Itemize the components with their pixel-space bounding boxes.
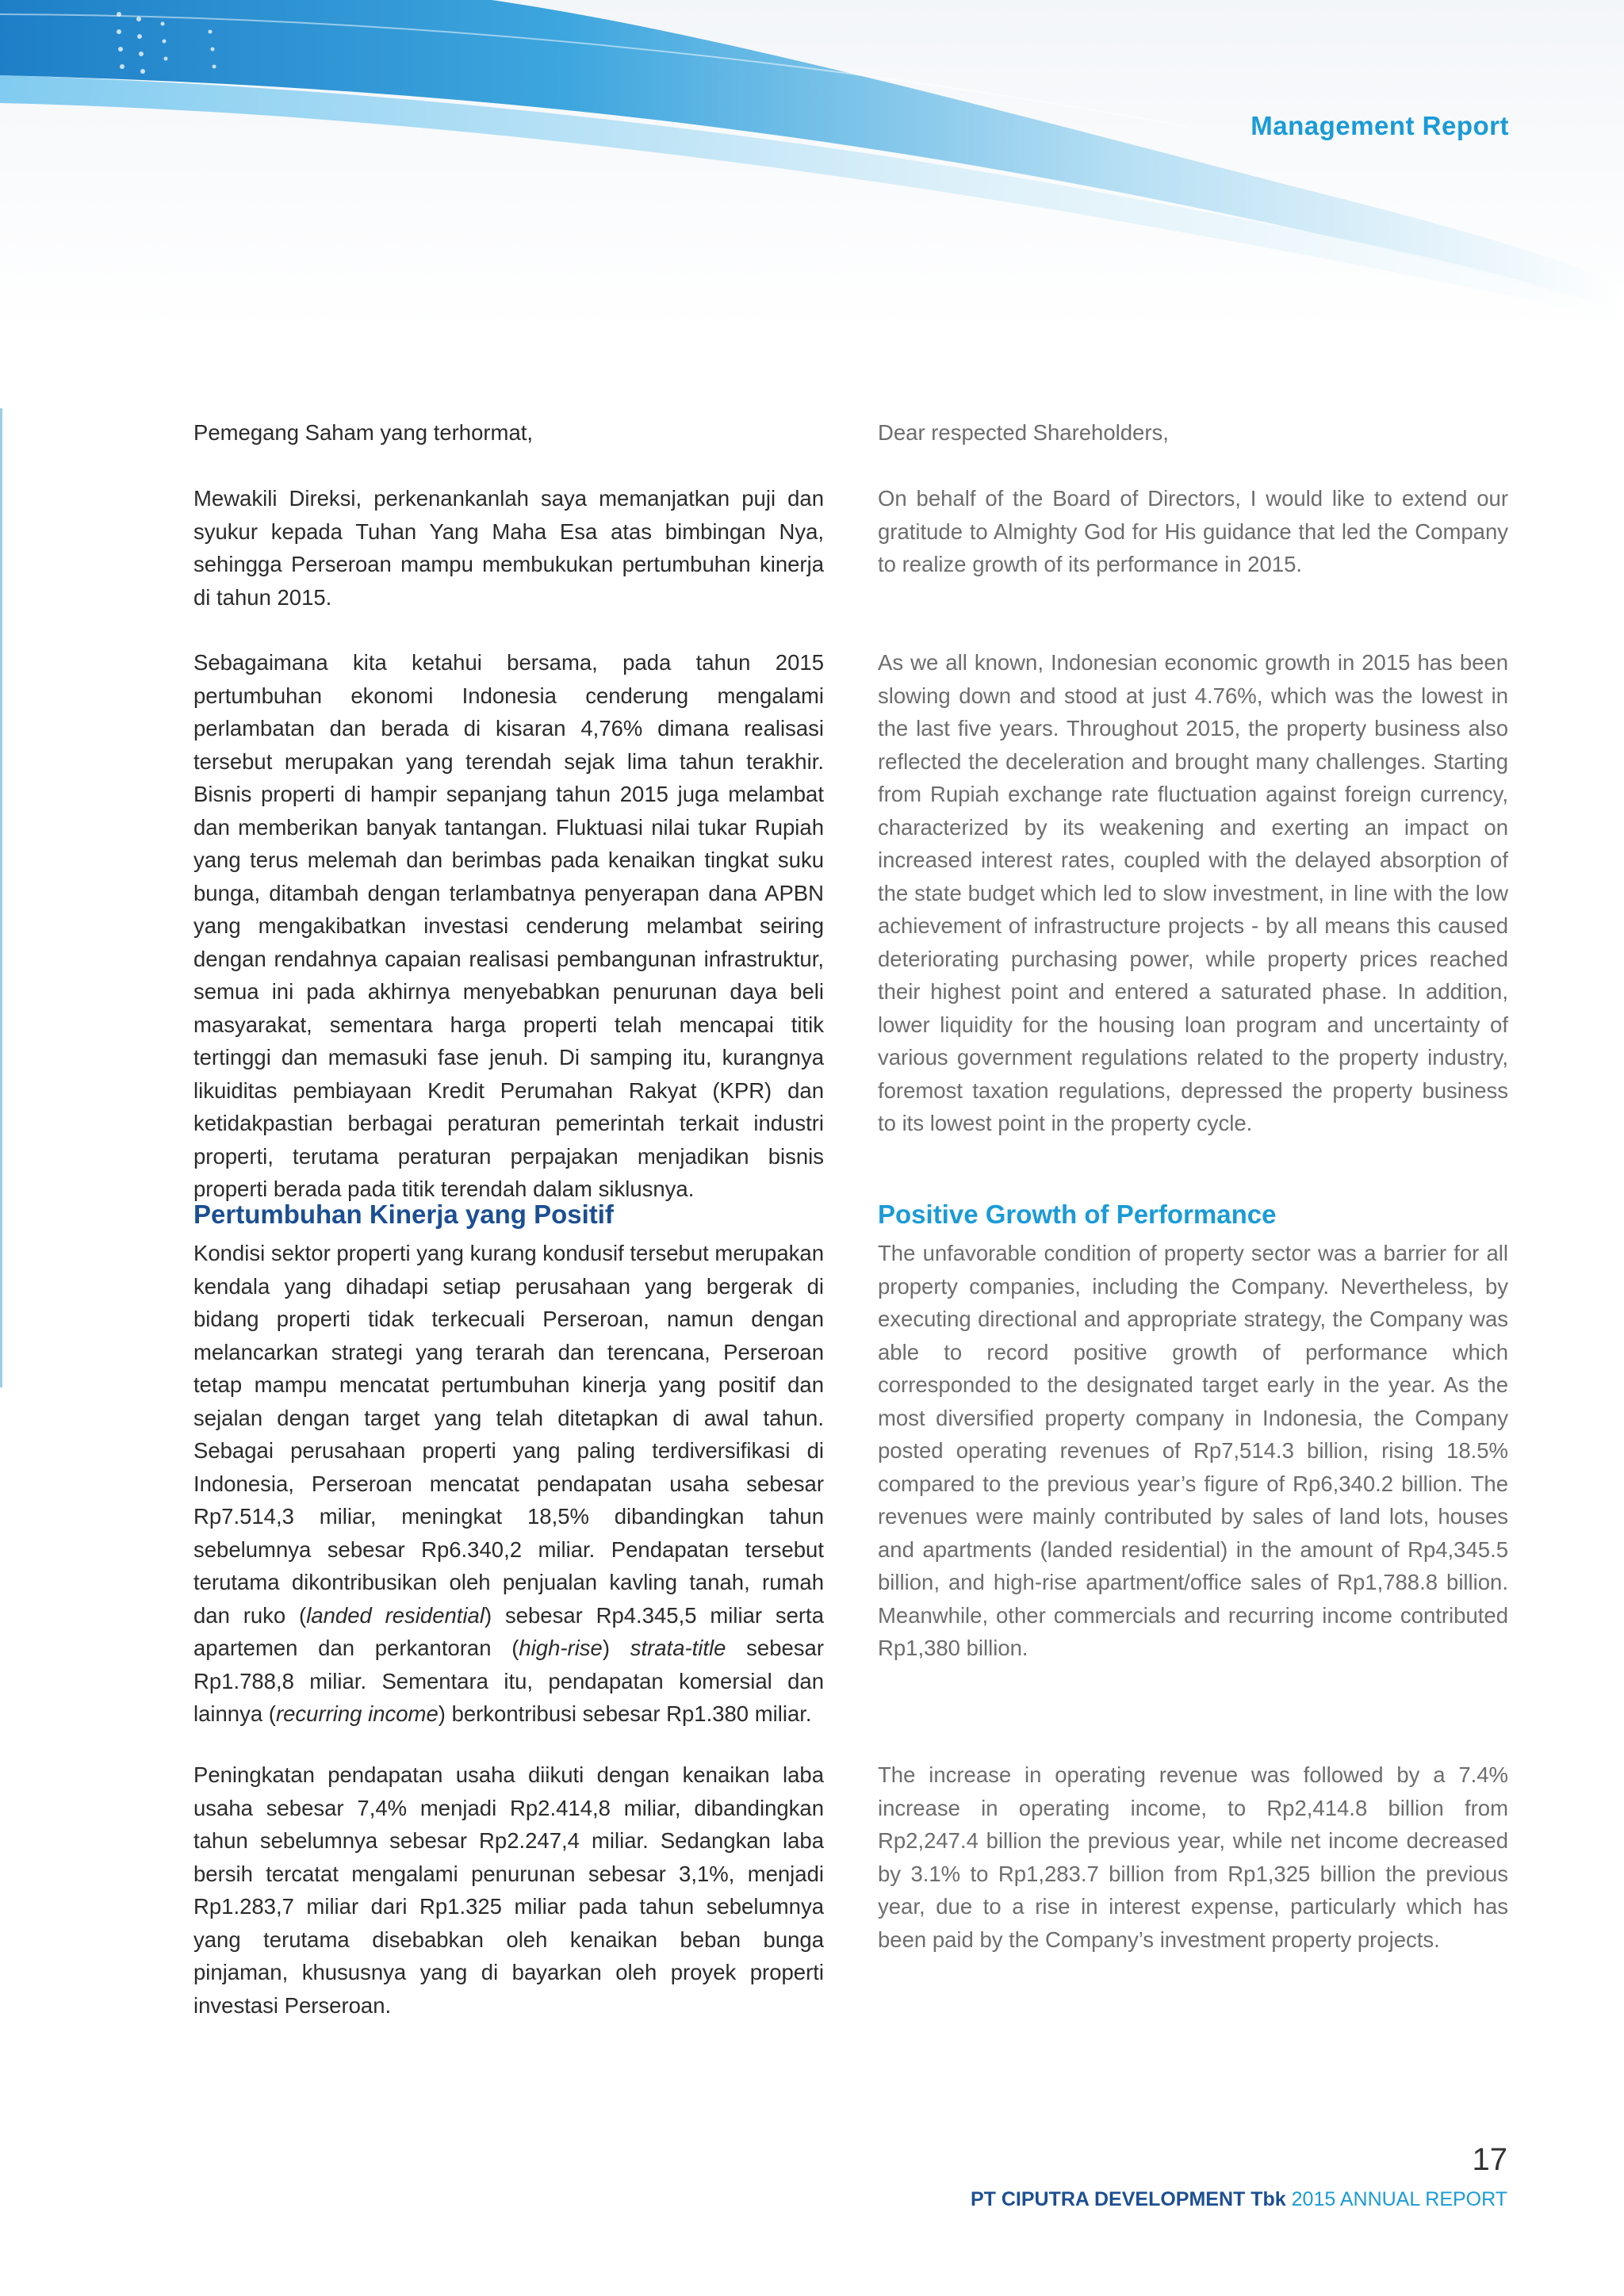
header-swoosh-graphic — [0, 0, 1624, 333]
footer-report-title — [971, 2188, 1507, 2211]
paragraph-1-id: Mewakili Direksi, perkenankanlah saya memanjatkan puji dan syukur kepada Tuhan Yang Maha Esa atas bimbingan Nya, sehingga Perseroan mampu membukukan pertumbuhan kinerja di tahun 2015. — [193, 486, 824, 610]
section-heading-en: Positive Growth of Performance — [878, 1200, 1277, 1229]
footer-company-name: PT CIPUTRA DEVELOPMENT Tbk — [970, 2188, 1286, 2210]
section-title: Management Report — [1251, 111, 1509, 140]
paragraph-2-en: As we all known, Indonesian economic growth in 2015 has been slowing down and stood at just 4.76%, which was the lowest in the last five years. Throughout 2015, the property business also reflected the deceleration and brought many challenges. Starting from Rupiah exchange rate fluctuation against foreign currency, characterized by its weakening and exerting an impact on increased interest rates, coupled with the delayed absorption of the state budget which led to slow investment, in line with the low achievement of infrastructure projects - by all means this caused deteriorating purchasing power, while property prices reached their highest point and entered a saturated phase. In addition, lower liquidity for the housing loan program and uncertainty of various government regulations related to the property industry, foremost taxation regulations, depressed the property business to its lowest point in the property cycle. — [878, 650, 1508, 1135]
paragraph-4-id: Peningkatan pendapatan usaha diikuti dengan kenaikan laba usaha sebesar 7,4% menjadi Rp2.414,8 miliar, dibandingkan tahun sebelumnya sebesar Rp2.247,4 miliar. Sedangkan laba bersih tercatat mengalami penurunan sebesar 3,1%, menjadi Rp1.283,7 miliar dari Rp1.325 miliar pada tahun sebelumnya yang terutama disebabkan oleh kenaikan beban bunga pinjaman, khususnya yang di bayarkan oleh proyek properti investasi Perseroan. — [193, 1762, 824, 2018]
paragraph-1-en: On behalf of the Board of Directors, I would like to extend our gratitude to Almighty God for His guidance that led the Company to realize growth of its performance in 2015. — [878, 486, 1508, 576]
paragraph-3-id: Kondisi sektor properti yang kurang kondusif tersebut merupakan kendala yang dihadapi setiap perusahaan yang bergerak di bidang properti tidak terkecuali Perseroan, namun dengan melancarkan strategi yang terarah dan terencana, Perseroan tetap mampu mencatat pertumbuhan kinerja yang positif dan sejalan dengan target yang telah ditetapkan di awal tahun. Sebagai perusahaan properti yang paling terdiversifikasi di Indonesia, Perseroan mencatat pendapatan usaha sebesar Rp7.514,3 miliar, meningkat 18,5% dibandingkan tahun sebelumnya sebesar Rp6.340,2 miliar. Pendapatan tersebut terutama dikontribusikan oleh penjualan kavling tanah, rumah dan ruko (landed residential) sebesar Rp4.345,5 miliar serta apartemen dan perkantoran (high-rise) strata-title sebesar Rp1.788,8 miliar. Sementara itu, pendapatan komersial dan lainnya (recurring income) berkontribusi sebesar Rp1.380 miliar. — [193, 1241, 824, 1726]
paragraph-4-en: The increase in operating revenue was followed by a 7.4% increase in operating income, to Rp2,414.8 billion from Rp2,247.4 billion the previous year, while net income decreased by 3.1% to Rp1,283.7 billion from Rp1,325 billion the previous year, due to a rise in interest expense, particularly which has been paid by the Company’s investment property projects. — [878, 1762, 1508, 1952]
page-number: 17 — [1472, 2142, 1507, 2177]
greeting-en: Dear respected Shareholders, — [878, 420, 1169, 445]
section-heading-id: Pertumbuhan Kinerja yang Positif — [193, 1200, 614, 1229]
paragraph-2-id: Sebagaimana kita ketahui bersama, pada tahun 2015 pertumbuhan ekonomi Indonesia cenderung mengalami perlambatan dan berada di kisaran 4,76% dimana realisasi tersebut merupakan yang terendah sejak lima tahun terakhir. Bisnis properti di hampir sepanjang tahun 2015 juga melambat dan memberikan banyak tantangan. Fluktuasi nilai tukar Rupiah yang terus melemah dan berimbas pada kenaikan tingkat suku bunga, ditambah dengan terlambatnya penyerapan dana APBN yang mengakibatkan investasi cenderung melambat seiring dengan rendahnya capaian realisasi pembangunan infrastruktur, semua ini pada akhirnya menyebabkan penurunan daya beli masyarakat, sementara harga properti telah mencapai titik tertinggi dan memasuki fase jenuh. Di samping itu, kurangnya likuiditas pembiayaan Kredit Perumahan Rakyat (KPR) dan ketidakpastian berbagai peraturan pemerintah terkait industri properti, terutama peraturan perpajakan menjadikan bisnis properti berada pada titik terendah dalam siklusnya. — [193, 650, 824, 1201]
greeting-id: Pemegang Saham yang terhormat, — [193, 420, 534, 445]
left-edge-divider — [0, 408, 2, 1387]
paragraph-3-en: The unfavorable condition of property sector was a barrier for all property companies, including the Company. Nevertheless, by executing directional and appropriate strategy, the Company was able to record positive growth of performance which corresponded to the designated target early in the year. As the most diversified property company in Indonesia, the Company posted operating revenues of Rp7,514.3 billion, rising 18.5% compared to the previous year’s figure of Rp6,340.2 billion. The revenues were mainly contributed by sales of land lots, houses and apartments (landed residential) in the amount of Rp4,345.5 billion, and high-rise apartment/office sales of Rp1,788.8 billion. Meanwhile, other commercials and recurring income contributed Rp1,380 billion. — [878, 1241, 1508, 1660]
footer-report-label: 2015 ANNUAL REPORT — [1291, 2188, 1507, 2210]
